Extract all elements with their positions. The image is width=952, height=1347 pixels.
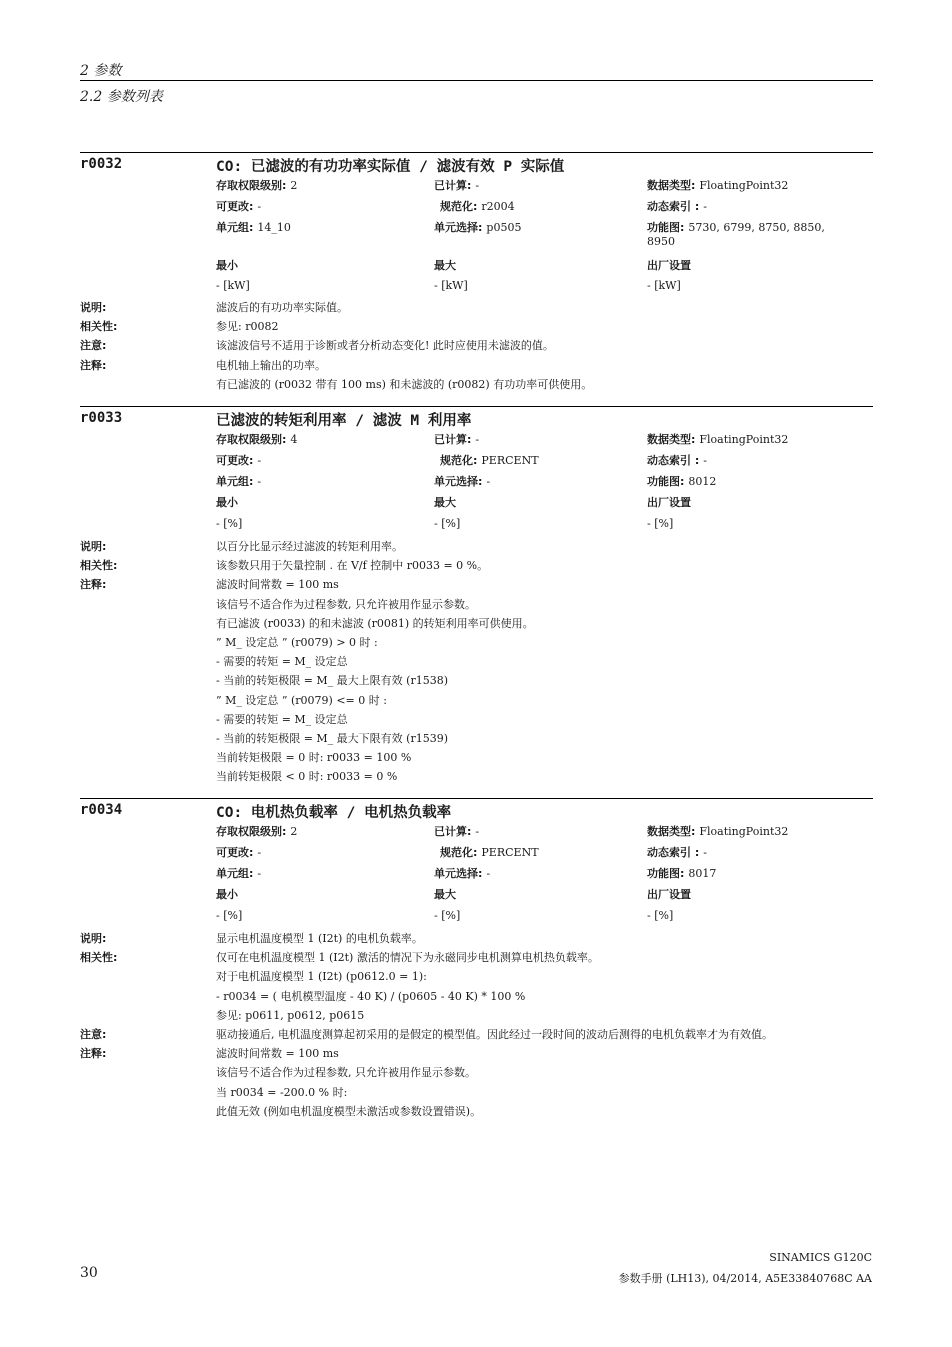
change-value: - bbox=[257, 454, 262, 467]
note-row bbox=[80, 967, 873, 986]
note-row bbox=[80, 1044, 873, 1063]
note-text: 电机轴上输出的功率。 bbox=[216, 358, 326, 372]
note-row bbox=[80, 298, 873, 317]
access-label: 存取权限级别: bbox=[216, 179, 287, 192]
unitgrp-value: - bbox=[257, 475, 262, 488]
param-title: CO: 电机热负载率 / 电机热负载率 bbox=[216, 805, 452, 821]
unitsel-value: - bbox=[486, 475, 491, 488]
note-label: 注释: bbox=[80, 358, 107, 372]
note-text: 该信号不适合作为过程参数, 只允许被用作显示参数。 bbox=[216, 597, 476, 611]
dyn-label: 动态索引 : bbox=[647, 200, 700, 213]
func-value: 8017 bbox=[688, 867, 717, 880]
note-text: - 当前的转矩极限 = M_ 最大上限有效 (r1538) bbox=[216, 674, 449, 688]
note-row bbox=[80, 691, 873, 710]
note-row bbox=[80, 1025, 873, 1044]
max-value: - [%] bbox=[434, 909, 461, 922]
min-label: 最小 bbox=[216, 496, 238, 509]
note-text: 该参数只用于矢量控制 . 在 V/f 控制中 r0033 = 0 %。 bbox=[216, 559, 489, 573]
min-label: 最小 bbox=[216, 259, 238, 272]
note-row bbox=[80, 556, 873, 575]
note-label: 说明: bbox=[80, 540, 107, 553]
change-value: - bbox=[257, 846, 262, 859]
param-block-r0033 bbox=[80, 406, 873, 792]
note-text: 当前转矩极限 < 0 时: r0033 = 0 % bbox=[216, 770, 398, 784]
calc-label: 已计算: bbox=[434, 825, 472, 838]
max-label: 最大 bbox=[434, 259, 456, 272]
func-value: 5730, 6799, 8750, 8850, bbox=[688, 221, 825, 234]
min-label: 最小 bbox=[216, 888, 238, 901]
param-id: r0032 bbox=[80, 156, 123, 172]
factory-value: - [kW] bbox=[647, 279, 681, 292]
calc-label: 已计算: bbox=[434, 433, 472, 446]
note-row bbox=[80, 710, 873, 729]
note-text: 该滤波信号不适用于诊断或者分析动态变化! 此时应使用未滤波的值。 bbox=[216, 339, 554, 353]
note-row bbox=[80, 375, 873, 394]
note-row bbox=[80, 575, 873, 594]
access-label: 存取权限级别: bbox=[216, 433, 287, 446]
note-label: 说明: bbox=[80, 301, 107, 314]
note-text: 有已滤波 (r0033) 的和未滤波 (r0081) 的转矩利用率可供使用。 bbox=[216, 616, 534, 630]
unitsel-label: 单元选择: bbox=[434, 475, 483, 488]
note-row bbox=[80, 729, 873, 748]
calc-value: - bbox=[475, 825, 480, 838]
unitgrp-value: 14_10 bbox=[257, 221, 291, 234]
factory-label: 出厂设置 bbox=[647, 259, 691, 272]
note-text: 以百分比显示经过滤波的转矩利用率。 bbox=[216, 540, 403, 553]
dyn-label: 动态索引 : bbox=[647, 454, 700, 467]
note-label: 注释: bbox=[80, 1047, 107, 1061]
param-id: r0034 bbox=[80, 802, 123, 818]
note-text: ” M_ 设定总 ” (r0079) <= 0 时 : bbox=[216, 693, 387, 707]
change-label: 可更改: bbox=[216, 846, 254, 859]
dyn-value: - bbox=[703, 846, 707, 859]
param-id: r0033 bbox=[80, 410, 123, 426]
change-label: 可更改: bbox=[216, 200, 254, 213]
note-text: 仅可在电机温度模型 1 (I2t) 激活的情况下为永磁同步电机测算电机热负载率。 bbox=[216, 951, 599, 965]
note-row bbox=[80, 1102, 873, 1121]
calc-value: - bbox=[475, 433, 480, 446]
func-label: 功能图: bbox=[647, 475, 685, 488]
note-label: 相关性: bbox=[80, 320, 118, 334]
dtype-label: 数据类型: bbox=[647, 179, 696, 192]
note-text: 驱动接通后, 电机温度测算起初采用的是假定的模型值。因此经过一段时间的波动后测得的电机负载率才为有效值。 bbox=[216, 1027, 773, 1041]
note-text: 滤波后的有功功率实际值。 bbox=[216, 301, 348, 314]
note-text: 当前转矩极限 = 0 时: r0033 = 100 % bbox=[216, 751, 412, 765]
norm-label: 规范化: bbox=[440, 846, 478, 859]
note-row bbox=[80, 633, 873, 652]
note-text: - 当前的转矩极限 = M_ 最大下限有效 (r1539) bbox=[216, 731, 449, 745]
note-text: - 需要的转矩 = M_ 设定总 bbox=[216, 655, 348, 669]
func-label: 功能图: bbox=[647, 867, 685, 880]
change-value: - bbox=[257, 200, 262, 213]
note-text: 参见: r0082 bbox=[216, 320, 279, 334]
func-value-cont: 8950 bbox=[647, 235, 675, 248]
note-label: 注意: bbox=[80, 339, 107, 353]
note-row bbox=[80, 614, 873, 633]
note-text: 显示电机温度模型 1 (I2t) 的电机负载率。 bbox=[216, 932, 423, 945]
min-value: - [%] bbox=[216, 909, 243, 922]
factory-value: - [%] bbox=[647, 517, 674, 530]
max-label: 最大 bbox=[434, 888, 456, 901]
note-row bbox=[80, 336, 873, 355]
notes-r0032 bbox=[80, 298, 873, 394]
note-label: 相关性: bbox=[80, 559, 118, 573]
note-row bbox=[80, 1006, 873, 1025]
unitsel-label: 单元选择: bbox=[434, 867, 483, 880]
change-label: 可更改: bbox=[216, 454, 254, 467]
param-block-r0034 bbox=[80, 798, 873, 1129]
unitgrp-label: 单元组: bbox=[216, 221, 254, 234]
access-value: 2 bbox=[290, 825, 298, 838]
calc-label: 已计算: bbox=[434, 179, 472, 192]
section-header: 2.2 参数列表 bbox=[80, 89, 163, 105]
norm-value: PERCENT bbox=[481, 846, 539, 859]
dtype-value: FloatingPoint32 bbox=[699, 433, 789, 446]
min-value: - [%] bbox=[216, 517, 243, 530]
note-row bbox=[80, 1063, 873, 1082]
note-text: 对于电机温度模型 1 (I2t) (p0612.0 = 1): bbox=[216, 970, 427, 984]
unitgrp-label: 单元组: bbox=[216, 867, 254, 880]
notes-r0034 bbox=[80, 929, 873, 1121]
note-row bbox=[80, 317, 873, 336]
header-rule bbox=[80, 80, 873, 81]
notes-r0033 bbox=[80, 537, 873, 786]
factory-value: - [%] bbox=[647, 909, 674, 922]
note-row bbox=[80, 987, 873, 1006]
note-text: 此值无效 (例如电机温度模型未激活或参数设置错误)。 bbox=[216, 1104, 482, 1118]
note-label: 说明: bbox=[80, 932, 107, 945]
param-title: 已滤波的转矩利用率 / 滤波 M 利用率 bbox=[216, 413, 472, 429]
min-value: - [kW] bbox=[216, 279, 250, 292]
note-text: ” M_ 设定总 ” (r0079) > 0 时 : bbox=[216, 635, 378, 649]
note-label: 注释: bbox=[80, 578, 107, 592]
norm-label: 规范化: bbox=[440, 200, 478, 213]
func-label: 功能图: bbox=[647, 221, 685, 234]
calc-value: - bbox=[475, 179, 480, 192]
max-label: 最大 bbox=[434, 496, 456, 509]
note-row bbox=[80, 1083, 873, 1102]
note-row bbox=[80, 356, 873, 375]
norm-value: PERCENT bbox=[481, 454, 539, 467]
access-value: 4 bbox=[290, 433, 298, 446]
note-text: 有已滤波的 (r0032 带有 100 ms) 和未滤波的 (r0082) 有功功率可供使用。 bbox=[216, 377, 593, 391]
dtype-value: FloatingPoint32 bbox=[699, 179, 789, 192]
max-value: - [%] bbox=[434, 517, 461, 530]
unitsel-label: 单元选择: bbox=[434, 221, 483, 234]
dyn-label: 动态索引 : bbox=[647, 846, 700, 859]
footer-product: SINAMICS G120C bbox=[769, 1251, 872, 1264]
factory-label: 出厂设置 bbox=[647, 496, 691, 509]
note-text: - r0034 = ( 电机模型温度 - 40 K) / (p0605 - 40 K) * 100 % bbox=[216, 989, 526, 1003]
note-row bbox=[80, 671, 873, 690]
param-title: CO: 已滤波的有功功率实际值 / 滤波有效 P 实际值 bbox=[216, 159, 565, 175]
footer-manual: 参数手册 (LH13), 04/2014, A5E33840768C AA bbox=[618, 1272, 872, 1285]
page-number: 30 bbox=[80, 1265, 98, 1281]
param-block-r0032 bbox=[80, 152, 873, 398]
access-value: 2 bbox=[290, 179, 298, 192]
factory-label: 出厂设置 bbox=[647, 888, 691, 901]
note-text: 该信号不适合作为过程参数, 只允许被用作显示参数。 bbox=[216, 1066, 476, 1080]
note-text: 参见: p0611, p0612, p0615 bbox=[216, 1008, 365, 1022]
note-text: 当 r0034 = -200.0 % 时: bbox=[216, 1085, 348, 1099]
note-row bbox=[80, 652, 873, 671]
note-row bbox=[80, 537, 873, 556]
max-value: - [kW] bbox=[434, 279, 468, 292]
dyn-value: - bbox=[703, 200, 707, 213]
note-row bbox=[80, 929, 873, 948]
access-label: 存取权限级别: bbox=[216, 825, 287, 838]
norm-value: r2004 bbox=[481, 200, 515, 213]
unitgrp-value: - bbox=[257, 867, 262, 880]
unitgrp-label: 单元组: bbox=[216, 475, 254, 488]
note-text: 滤波时间常数 = 100 ms bbox=[216, 578, 339, 592]
unitsel-value: p0505 bbox=[486, 221, 522, 234]
note-row bbox=[80, 595, 873, 614]
note-label: 相关性: bbox=[80, 951, 118, 965]
note-text: - 需要的转矩 = M_ 设定总 bbox=[216, 712, 348, 726]
note-text: 滤波时间常数 = 100 ms bbox=[216, 1047, 339, 1061]
note-row bbox=[80, 767, 873, 786]
func-value: 8012 bbox=[688, 475, 717, 488]
note-row bbox=[80, 748, 873, 767]
dyn-value: - bbox=[703, 454, 707, 467]
chapter-header: 2 参数 bbox=[80, 63, 122, 79]
note-label: 注意: bbox=[80, 1027, 107, 1041]
dtype-label: 数据类型: bbox=[647, 433, 696, 446]
dtype-label: 数据类型: bbox=[647, 825, 696, 838]
note-row bbox=[80, 948, 873, 967]
norm-label: 规范化: bbox=[440, 454, 478, 467]
unitsel-value: - bbox=[486, 867, 491, 880]
dtype-value: FloatingPoint32 bbox=[699, 825, 789, 838]
